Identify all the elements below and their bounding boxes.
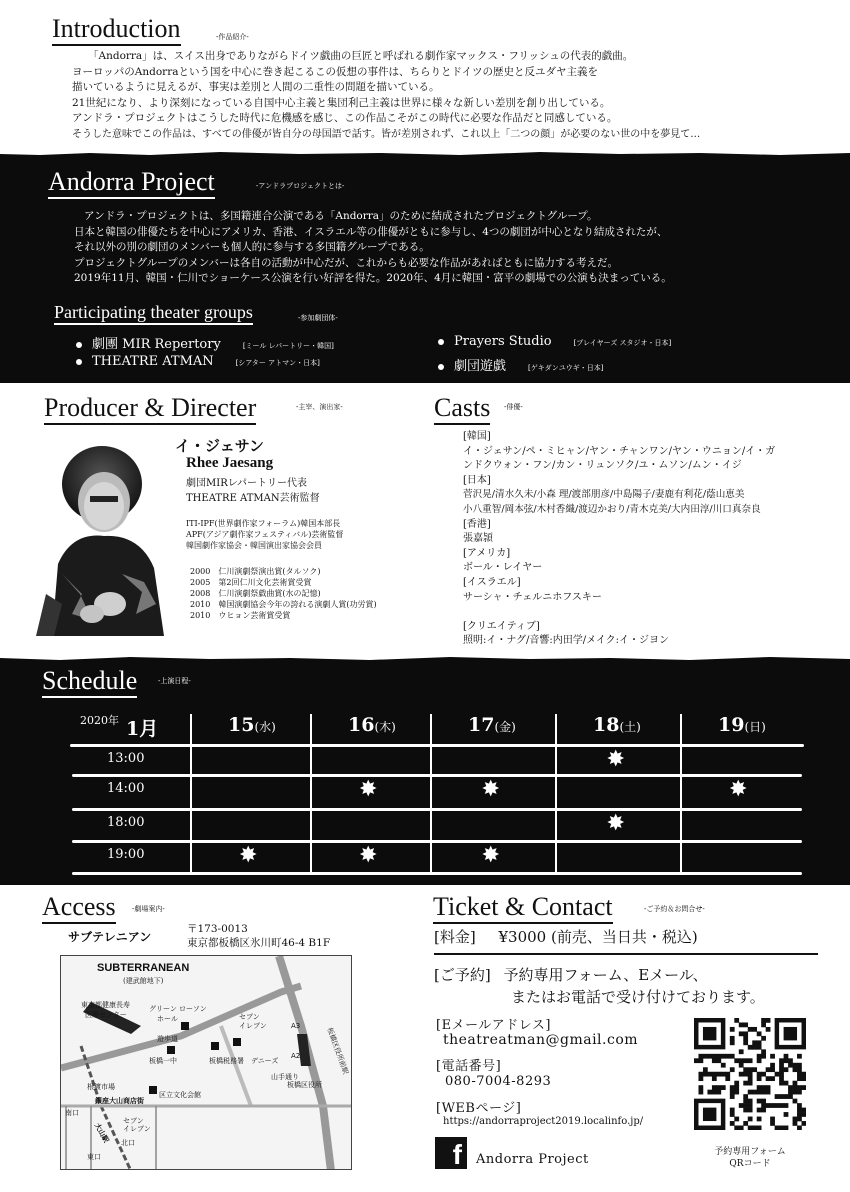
schedule-col-line bbox=[555, 714, 557, 874]
price-value: ¥3000 (前売、当日共・税込) bbox=[498, 928, 698, 946]
qr-caption-line: 予約専用フォーム bbox=[714, 1147, 786, 1157]
cast-line: [イスラエル] bbox=[463, 576, 521, 588]
cast-line bbox=[463, 605, 775, 620]
cast-line: [アメリカ] bbox=[463, 547, 511, 559]
project-line: アンドラ・プロジェクトは、多国籍連合公演である「Andorra」のために結成されたプロジェクトグループ。 bbox=[84, 210, 598, 222]
schedule-row-line bbox=[72, 840, 802, 843]
intro-subtitle: -作品紹介- bbox=[216, 33, 249, 41]
group-item: 劇団遊戯 [ゲキダンユウギ・日本] bbox=[438, 355, 603, 374]
map-title-sub: (建武館地下) bbox=[123, 977, 164, 985]
price-row bbox=[434, 926, 818, 955]
producer-role: THEATRE ATMAN芸術監督 bbox=[186, 493, 320, 504]
qr-caption-line: QRコード bbox=[729, 1159, 771, 1169]
cast-line: 照明:イ・ナグ/音響:内田学/メイク:イ・ジヨン bbox=[463, 635, 670, 647]
award: 2000 仁川演劇祭演出賞(タルソク) bbox=[190, 567, 321, 576]
project-line: 日本と韓国の俳優たちを中心にアメリカ、香港、イスラエル等の俳優がともに参与し、4つの劇団が中心となり結成されたが、 bbox=[74, 225, 668, 238]
producer-title: Producer & Directer bbox=[44, 393, 256, 425]
producer-photo bbox=[32, 444, 182, 636]
web-label: [WEBページ] bbox=[436, 1101, 522, 1116]
cast-line: ンドクウォン・フン/カン・リュンソク/ユ・ムソン/ムン・イジ bbox=[463, 460, 742, 472]
phone-label: [電話番号] bbox=[436, 1059, 502, 1074]
performance-mark: ✸ bbox=[606, 747, 625, 772]
intro-line: 「Andorra」は、スイス出身でありながらドイツ戯曲の巨匠と呼ばれる劇作家マックス・フリッシュの代表的戯曲。 bbox=[88, 50, 634, 62]
intro-title: Introduction bbox=[52, 14, 181, 46]
group-item: THEATRE ATMAN [シアター アトマン・日本] bbox=[76, 354, 320, 369]
performance-mark: ✸ bbox=[239, 843, 258, 868]
performance-mark: ✸ bbox=[359, 777, 378, 802]
cast-line: [香港] bbox=[463, 518, 491, 530]
schedule-col-line bbox=[310, 714, 312, 874]
schedule-row-line bbox=[72, 872, 802, 875]
producer-post: APF(アジア劇作家フェスティバル)芸術監督 bbox=[186, 530, 344, 539]
project-line: それ以外の別の劇団のメンバーも個人的に参与する多国籍グループである。 bbox=[74, 241, 430, 254]
cast-line: [クリエイティブ] bbox=[463, 620, 540, 632]
cast-line: [韓国] bbox=[463, 431, 491, 442]
group-item: 劇團 MIR Repertory [ミール レパートリー・韓国] bbox=[76, 333, 334, 352]
project-subtitle: -アンドラプロジェクトとは- bbox=[256, 182, 345, 190]
ticket-subtitle: -ご予約＆お問合せ- bbox=[644, 905, 705, 913]
reserve-line: またはお電話で受け付けております。 bbox=[511, 988, 765, 1006]
schedule-month: 1月 bbox=[126, 718, 159, 740]
band-rough-edge bbox=[0, 656, 850, 662]
performance-mark: ✸ bbox=[481, 777, 500, 802]
intro-line: そうした意味でこの作品は、すべての俳優が皆自分の母国語で話す。皆が差別されず、これ以上「二つの顔」が必要のない世の中を夢見て… bbox=[72, 128, 701, 140]
award: 2005 第2回仁川文化芸術賞受賞 bbox=[190, 578, 312, 587]
groups-title: Participating theater groups bbox=[54, 301, 253, 325]
schedule-day: 19(日) bbox=[718, 714, 766, 736]
schedule-title: Schedule bbox=[42, 666, 137, 698]
performance-mark: ✸ bbox=[481, 843, 500, 868]
intro-text bbox=[72, 49, 700, 143]
schedule-row-line bbox=[70, 744, 804, 747]
venue-zip: 〒173-0013 bbox=[187, 923, 248, 935]
schedule-time: 13:00 bbox=[107, 751, 145, 766]
intro-line: 21世紀になり、より深刻になっている自国中心主義と集団利己主義は世界に様々な新しい差別を創り出している。 bbox=[72, 96, 611, 109]
map-title: SUBTERRANEAN bbox=[97, 962, 190, 974]
schedule-col-line bbox=[190, 714, 192, 874]
schedule-day: 15(水) bbox=[228, 714, 276, 736]
schedule-day: 17(金) bbox=[468, 714, 516, 736]
performance-mark: ✸ bbox=[359, 843, 378, 868]
schedule-row-line bbox=[72, 808, 802, 811]
cast-line: [日本] bbox=[463, 474, 491, 486]
project-line: 2019年11月、韓国・仁川でショーケース公演を行い好評を得た。2020年、4月に韓国・富平の劇場での公演も決まっている。 bbox=[74, 272, 672, 285]
schedule-day: 16(木) bbox=[348, 714, 396, 736]
web-link[interactable]: https://andorraproject2019.localinfo.jp/ bbox=[443, 1116, 644, 1127]
intro-line: 描いているように見えるが、事実は差別と人間の二重性の問題を描いている。 bbox=[72, 81, 440, 94]
schedule-col-line bbox=[430, 714, 432, 874]
qr-caption bbox=[694, 1146, 806, 1170]
cast-line: ボール・レイヤー bbox=[463, 562, 543, 574]
venue-street: 東京都板橋区氷川町46-4 B1F bbox=[187, 937, 331, 949]
producer-subtitle: -主宰、演出家- bbox=[296, 403, 343, 411]
producer-name-jp: イ・ジェサン bbox=[175, 437, 264, 455]
access-subtitle: -劇場案内- bbox=[132, 905, 165, 913]
producer-posts bbox=[186, 518, 343, 551]
intro-line: アンドラ・プロジェクトはこうした時代に危機感を感じ、この作品こそがこの時代に必要な作品だと同感している。 bbox=[72, 112, 618, 125]
access-map: SUBTERRANEAN (建武館地下) 東京都健康長寿 医療センター グリーン ホール ローソン セブン イレブン 遊歩道 板橋一中 板橋税務署 デニーズ A3 A2 山手通り 板橋区役所 板橋区役所前駅 根鍍市場 銀座大山商店街 区立文化会館 セブン イレブン 南口 北口 東口 大山駅 bbox=[60, 955, 352, 1170]
email-label: [Eメールアドレス] bbox=[436, 1018, 551, 1033]
qr-code[interactable] bbox=[694, 1018, 806, 1130]
producer-post: 韓国劇作家協会・韓国演出家協会会員 bbox=[186, 541, 322, 550]
producer-role: 劇団MIRレパートリー代表 bbox=[186, 478, 308, 489]
reserve-label: [ご予約] bbox=[434, 966, 491, 984]
cast-line: 小八重智/岡本弦/木村香織/渡辺かおり/青木克美/大内田淳/川口真奈良 bbox=[463, 503, 761, 515]
performance-mark: ✸ bbox=[606, 811, 625, 836]
producer-awards bbox=[190, 566, 377, 621]
award: 2010 ウヒョン芸術賞受賞 bbox=[190, 611, 291, 620]
venue-address bbox=[187, 922, 330, 950]
producer-roles bbox=[186, 476, 320, 506]
producer-post: ITI-IPF(世界劇作家フォーラム)韓国本部長 bbox=[186, 519, 341, 528]
cast-line: 菅沢晃/清水久未/小森 理/渡部朋彦/中島陽子/妻鹿有利花/蔭山恵美 bbox=[463, 489, 745, 501]
group-item: Prayers Studio [プレイヤーズ スタジオ・日本] bbox=[438, 334, 671, 349]
price-label: [料金] bbox=[434, 928, 476, 946]
venue-name: サブテレニアン bbox=[68, 930, 152, 944]
casts-list bbox=[463, 430, 775, 649]
groups-subtitle: -参加劇団体- bbox=[298, 314, 338, 322]
ticket-title: Ticket & Contact bbox=[433, 892, 613, 924]
award: 2010 韓国演劇協会今年の誇れる演劇人賞(功労賞) bbox=[190, 600, 377, 609]
project-text bbox=[74, 209, 672, 287]
schedule-band bbox=[0, 660, 850, 885]
phone-link[interactable]: 080-7004-8293 bbox=[445, 1074, 552, 1089]
reserve-block bbox=[434, 964, 765, 1008]
schedule-time: 18:00 bbox=[107, 815, 145, 830]
award: 2008 仁川演劇祭戯曲賞(水の記憶) bbox=[190, 589, 321, 598]
cast-line: 張嘉頴 bbox=[463, 533, 493, 545]
schedule-year: 2020年 bbox=[80, 714, 119, 727]
casts-title: Casts bbox=[434, 393, 490, 425]
schedule-col-line bbox=[680, 714, 682, 874]
schedule-day: 18(土) bbox=[593, 714, 641, 736]
schedule-time: 14:00 bbox=[107, 781, 145, 796]
facebook-icon[interactable]: f bbox=[435, 1137, 467, 1169]
cast-line: イ・ジェサン/ペ・ミヒャン/ヤン・チャンワン/ヤン・ウニョン/イ・ガ bbox=[463, 445, 776, 457]
intro-line: ヨーロッパのAndorraという国を中心に巻き起こるこの仮想の事件は、ちらりとドイツの歴史と反ユダヤ主義を bbox=[72, 65, 598, 78]
schedule-subtitle: -上演日程- bbox=[158, 677, 191, 685]
schedule-time: 19:00 bbox=[107, 847, 145, 862]
project-title: Andorra Project bbox=[48, 167, 215, 199]
band-rough-edge bbox=[0, 151, 850, 157]
cast-line: サーシャ・チェルニホフスキー bbox=[463, 591, 602, 603]
casts-subtitle: -俳優- bbox=[504, 403, 523, 411]
access-title: Access bbox=[42, 892, 116, 924]
project-band bbox=[0, 155, 850, 383]
schedule-row-line bbox=[72, 774, 802, 777]
reserve-line: 予約専用フォーム、Eメール、 bbox=[503, 966, 708, 984]
facebook-page-link[interactable]: Andorra Project bbox=[476, 1152, 589, 1167]
project-line: プロジェクトグループのメンバーは各自の活動が中心だが、これからも必要な作品があればともに協力する考えだ。 bbox=[74, 256, 619, 269]
email-link[interactable]: theatreatman@gmail.com bbox=[443, 1032, 639, 1048]
producer-name-en: Rhee Jaesang bbox=[186, 455, 274, 471]
performance-mark: ✸ bbox=[729, 777, 748, 802]
